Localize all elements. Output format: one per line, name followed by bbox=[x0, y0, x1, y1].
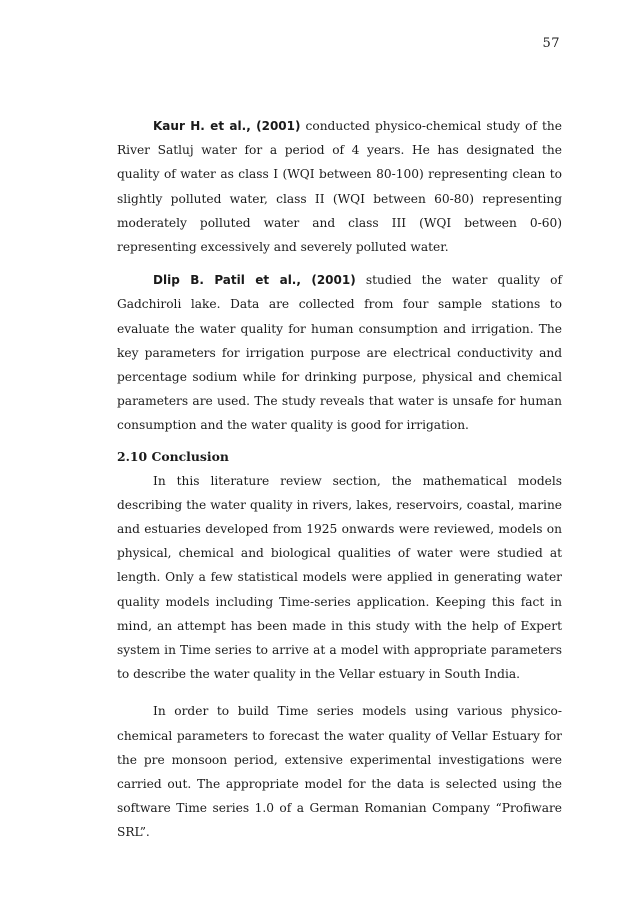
conclusion-paragraph-1: In this literature review section, the mathematical models describing the water quality in rivers, lakes, reservoirs, coastal, marine and estuaries developed from 1925 onwards were reviewed, models on physical, chemical and biological qualities of water were studied at length. Only a few statistical models were applied in generating water quality models including Time-series application. Keeping this fact in mind, an attempt has been made in this study with the help of Expert system in Time series to arrive at a model with appropriate parameters to describe the water quality in the Vellar estuary in South India. bbox=[117, 473, 562, 682]
conclusion-paragraph-2: In order to build Time series models using various physico-chemical parameters to forecast the water quality of Vellar Estuary for the pre monsoon period, extensive experimental investigations were carried out. The appropriate model for the data is selected using the software Time series 1.0 of a German Romanian Company “Profiware SRL”. bbox=[117, 704, 562, 840]
document-body bbox=[117, 114, 562, 845]
paragraph-text: studied the water quality of Gadchiroli lake. Data are collected from four sample stations to evaluate the water quality for human consumption and irrigation. The key parameters for irrigation purpose are electrical conductivity and percentage sodium while for drinking purpose, physical and chemical parameters are used. The study reveals that water is unsafe for human consumption and the water quality is good for irrigation. bbox=[117, 273, 562, 433]
paragraph-text: conducted physico-chemical study of the River Satluj water for a period of 4 years. He has designated the quality of water as class I (WQI between 80-100) representing clean to slightly polluted water, class II (WQI between 60-80) representing moderately polluted water and class III (WQI between 0-60) representing excessively and severely polluted water. bbox=[117, 119, 562, 255]
section-heading: 2.10 Conclusion bbox=[117, 448, 229, 464]
citation-lead: Dlip B. Patil et al., (2001) bbox=[153, 273, 356, 288]
page-number: 57 bbox=[542, 36, 560, 51]
review-paragraph-patil bbox=[117, 268, 562, 437]
review-paragraph-kaur bbox=[117, 114, 562, 259]
citation-lead: Kaur H. et al., (2001) bbox=[153, 119, 301, 133]
